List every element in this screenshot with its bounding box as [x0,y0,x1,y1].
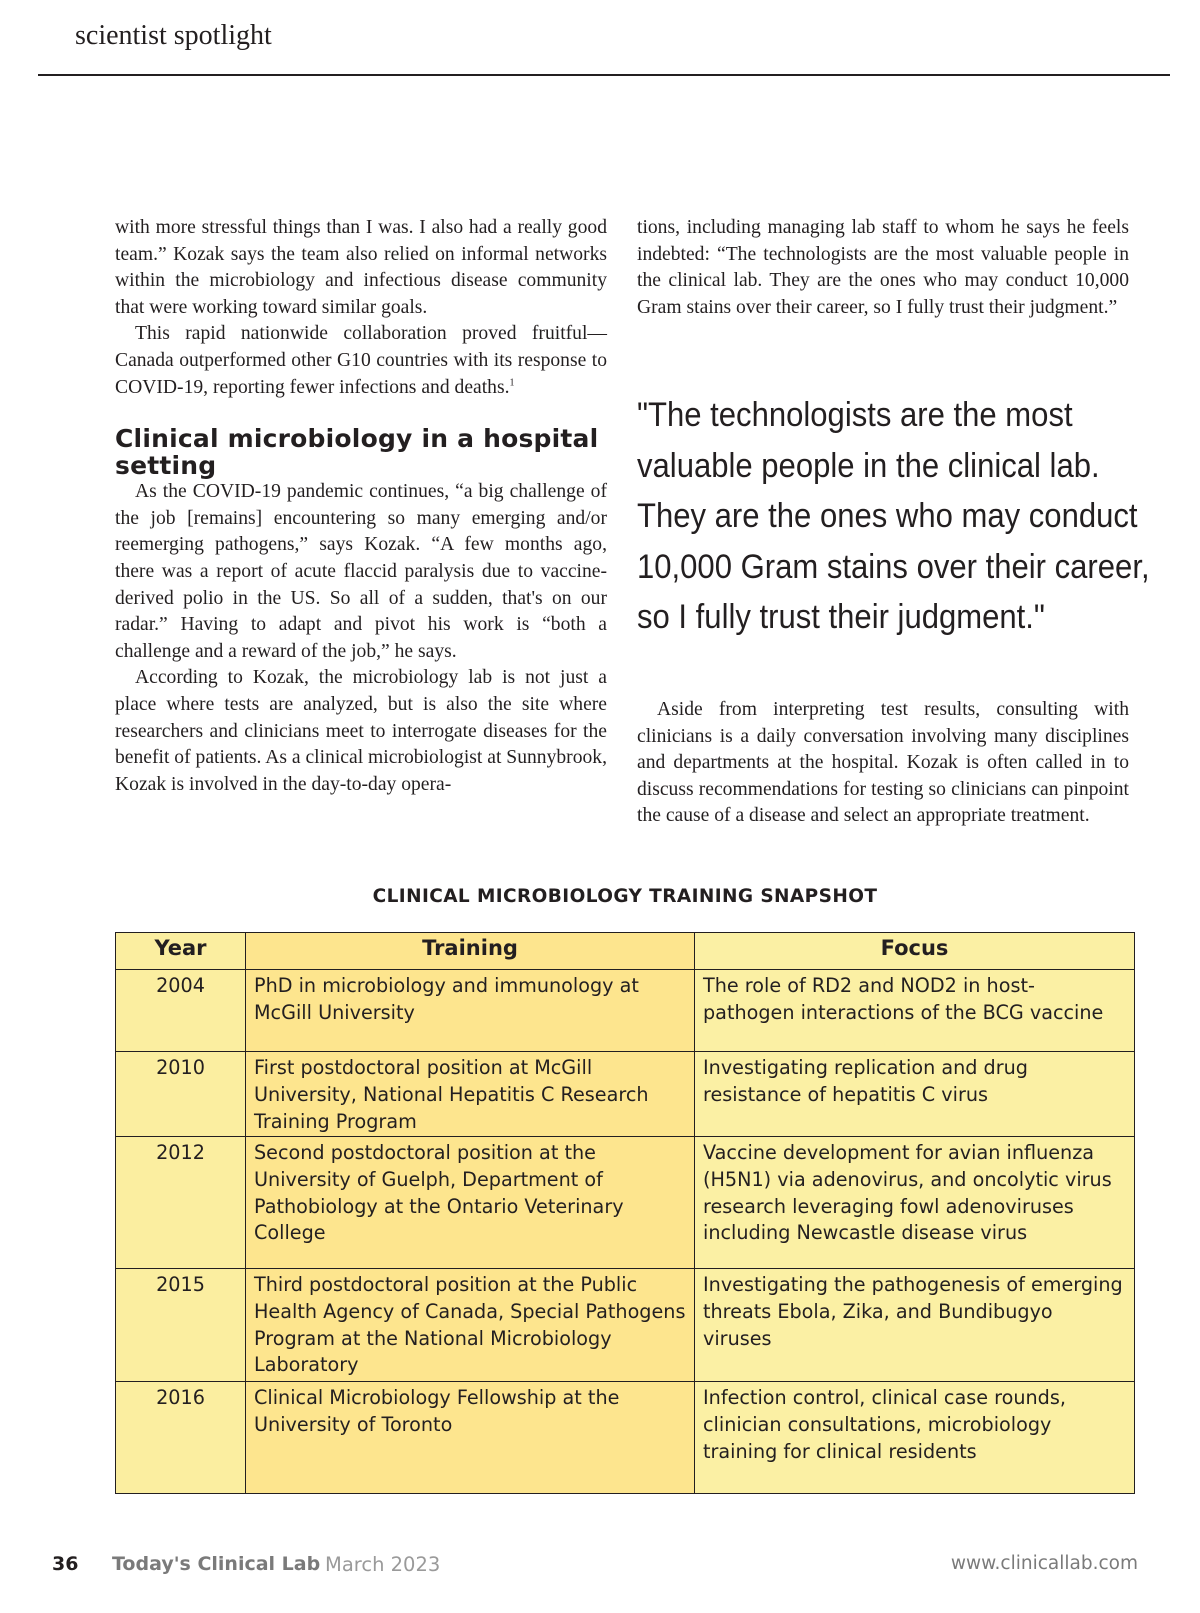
pull-quote [637,390,1150,643]
page-number: 36 [52,1553,79,1575]
cell-focus: The role of RD2 and NOD2 in host-pathogen interactions of the BCG vaccine [695,970,1135,1052]
cell-training: Second postdoctoral position at the University of Guelph, Department of Pathobiology at the Ontario Veterinary College [246,1137,695,1269]
header-training: Training [246,933,695,970]
header-rule [38,74,1170,76]
cell-training: PhD in microbiology and immunology at McGill University [246,970,695,1052]
cell-training: Clinical Microbiology Fellowship at the University of Toronto [246,1382,695,1494]
pull-quote-line: "The technologists are the most [637,396,1073,434]
cell-year: 2015 [116,1269,246,1382]
header-year: Year [116,933,246,970]
cell-year: 2016 [116,1382,246,1494]
cell-focus: Investigating replication and drug resistance of hepatitis C virus [695,1052,1135,1137]
pull-quote-line: 10,000 Gram stains over their career, [637,547,1150,586]
table-header-row [116,933,1135,970]
website-url[interactable]: www.clinicallab.com [950,1553,1138,1574]
table-row [116,1137,1135,1269]
training-snapshot-table [115,932,1135,1494]
magazine-title: Today's Clinical Lab [112,1553,321,1575]
cell-year: 2012 [116,1137,246,1269]
body-paragraph [115,321,607,401]
table-caption: CLINICAL MICROBIOLOGY TRAINING SNAPSHOT [372,886,878,907]
table-row [116,1052,1135,1137]
section-subhead: Clinical microbiology in a hospital setting [115,424,599,481]
body-paragraph: tions, including managing lab staff to whom he says he feels indebted: “The technologists are the most valuable people in the clinical lab. They are the ones who may conduct 10,000 Gram stains over their career, so I fully trust their judgment.” [637,217,1129,318]
body-paragraph: According to Kozak, the microbiology lab is not just a place where tests are analyzed, but is also the site where researchers and clinicians meet to interrogate diseases for the benefit of patients. As a clinical microbiologist at Sunnybrook, Kozak is involved in the day-to-day opera- [115,667,607,795]
pull-quote-line: valuable people in the clinical lab. [637,446,1100,485]
body-paragraph: Aside from interpreting test results, consulting with clinicians is a daily conversation involving many disciplines and departments at the hospital. Kozak is often called in to discuss recommendations for testing so clinicians can pinpoint the cause of a disease and select an appropriate treatment. [637,699,1129,827]
pull-quote-line: so I fully trust their judgment." [637,598,1045,636]
cell-training: Third postdoctoral position at the Public Health Agency of Canada, Special Pathogens Program at the National Microbiology Laboratory [246,1269,695,1382]
body-paragraph-text: This rapid nationwide collaboration proved fruitful—Canada outperformed other G10 countries with its response to COVID-19, reporting fewer infections and deaths. [115,323,607,398]
table-row [116,970,1135,1052]
cell-year: 2010 [116,1052,246,1137]
cell-focus: Vaccine development for avian influenza (H5N1) via adenovirus, and oncolytic virus research leveraging fowl adenoviruses including Newcastle disease virus [695,1137,1135,1269]
left-column [115,215,607,798]
right-column-bottom [637,697,1129,830]
body-paragraph: As the COVID-19 pandemic continues, “a big challenge of the job [remains] encountering so many emerging and/or reemerging pathogens,” says Kozak. “A few months ago, there was a report of acute flaccid paralysis due to vaccine-derived polio in the US. So all of a sudden, that's on our radar.” Having to adapt and pivot his work is “both a challenge and a reward of the job,” he says. [115,481,607,662]
cell-year: 2004 [116,970,246,1052]
pull-quote-line: They are the ones who may conduct [637,497,1138,535]
issue-date: March 2023 [325,1553,441,1576]
cell-focus: Infection control, clinical case rounds, clinician consultations, microbiology training for clinical residents [695,1382,1135,1494]
cell-training: First postdoctoral position at McGill University, National Hepatitis C Research Training Program [246,1052,695,1137]
table-row [116,1382,1135,1494]
body-paragraph: with more stressful things than I was. I also had a really good team.” Kozak says the team also relied on informal networks within the microbiology and infectious disease community that were working toward similar goals. [115,217,607,318]
header-focus: Focus [695,933,1135,970]
reference-superscript: 1 [509,377,515,389]
cell-focus: Investigating the pathogenesis of emerging threats Ebola, Zika, and Bundibugyo viruses [695,1269,1135,1382]
section-label: scientist spotlight [75,20,272,51]
table-row [116,1269,1135,1382]
right-column-top [637,215,1129,321]
